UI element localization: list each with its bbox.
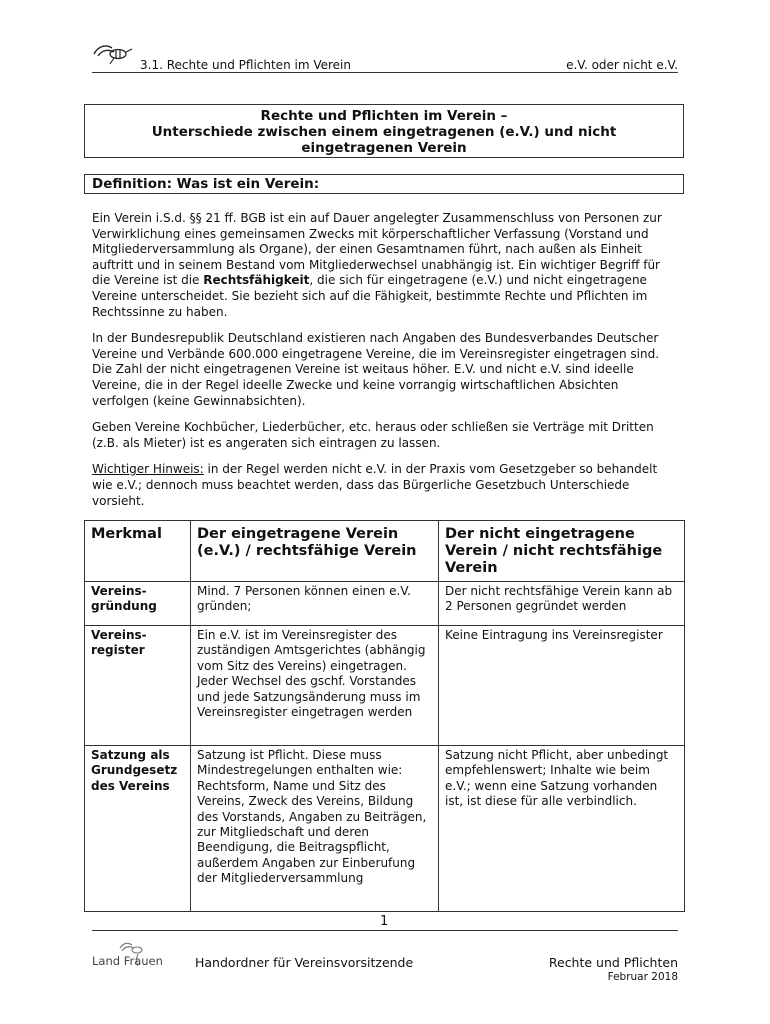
paragraph-note (92, 462, 678, 509)
paragraph-definition-end: , die sich für eingetragene (e.V.) und nicht eingetragene Vereine unterscheidet. Sie bezieht sich auf die Fähigkeit, bestimmte Rechte und Pflichten im Rechtssinne zu haben. (92, 273, 648, 319)
footer-rule (92, 930, 678, 931)
document-title-box (84, 104, 684, 158)
header-rule (92, 72, 678, 73)
body-text (92, 211, 678, 520)
row-unregistered-cell: Keine Eintragung ins Vereinsregister (439, 626, 685, 746)
header-topic: e.V. oder nicht e.V. (566, 58, 678, 72)
paragraph-registration-advice: Geben Vereine Kochbücher, Liederbücher, etc. heraus oder schließen sie Verträge mit Dritten (z.B. als Mieter) ist es angeraten sich eintragen zu lassen. (92, 420, 654, 450)
definition-heading: Definition: Was ist ein Verein: (84, 174, 684, 194)
paragraph-statistics: In der Bundesrepublik Deutschland existieren nach Angaben des Bundesverbandes Deutscher Vereine und Verbände 600.000 eingetragene Vereine, die im Vereinsregister eingetragen sind. Die Zahl der nicht eingetragenen Vereine ist weitaus höher. E.V. und nicht e.V. sind ideelle Vereine, die in der Regel ideelle Zwecke und keine vorrangig wirtschaftlichen Absichten verfolgen (keine Gewinnabsichten). (92, 331, 660, 408)
note-text: in der Regel werden nicht e.V. in der Praxis vom Gesetzgeber so behandelt wie e.V.; dennoch muss beachtet werden, dass das Bürgerliche Gesetzbuch Unterschiede vorsieht. (92, 462, 658, 508)
comparison-table (84, 520, 685, 912)
footer-handbook-title: Handordner für Vereinsvorsitzende (195, 955, 414, 970)
title-line-1: Rechte und Pflichten im Verein – (260, 108, 508, 124)
bee-logo-icon (90, 40, 136, 68)
title-line-2: Unterschiede zwischen einem eingetragenen (e.V.) und nicht (151, 124, 617, 140)
table-row (85, 582, 685, 626)
footer-date: Februar 2018 (607, 971, 678, 983)
term-rechtsfaehigkeit: Rechtsfähigkeit (203, 273, 310, 288)
header-section-title: 3.1. Rechte und Pflichten im Verein (140, 58, 351, 72)
row-unregistered-cell: Satzung nicht Pflicht, aber unbedingt empfehlenswert; Inhalte wie beim e.V.; wenn eine Satzung vorhanden ist, ist diese für alle verbindlich. (439, 746, 685, 912)
footer-topic: Rechte und Pflichten (548, 955, 678, 970)
table-header-row (85, 521, 685, 582)
row-feature: Satzung als Grundgesetz des Vereins (85, 746, 191, 912)
table-row (85, 626, 685, 746)
table-row (85, 746, 685, 912)
row-registered-cell: Satzung ist Pflicht. Diese muss Mindestregelungen enthalten wie: Rechtsform, Name und Sitz des Vereins, Zweck des Vereins, Bildung des Vorstands, Angaben zu Beiträgen, zur Mitgliedschaft und deren Beendigung, die Beitragspflicht, außerdem Angaben zur Einberufung der Mitgliederversammlung (191, 746, 439, 912)
column-header-feature: Merkmal (85, 521, 191, 582)
landfrauen-logo-icon (92, 940, 192, 970)
column-header-registered: Der eingetragene Verein (e.V.) / rechtsfähige Verein (191, 521, 439, 582)
row-unregistered-cell: Der nicht rechtsfähige Verein kann ab 2 Personen gegründet werden (439, 582, 685, 626)
logo-wordmark: Land Frauen (92, 954, 163, 968)
row-registered-cell: Ein e.V. ist im Vereinsregister des zuständigen Amtsgerichtes (abhängig vom Sitz des Vereins) eingetragen. Jeder Wechsel des gschf. Vorstandes und jede Satzungsänderung muss im Vereinsregister eingetragen werden (191, 626, 439, 746)
row-feature: Vereins-gründung (85, 582, 191, 626)
page-number: 1 (380, 914, 389, 929)
row-feature: Vereins-register (85, 626, 191, 746)
column-header-unregistered: Der nicht eingetragene Verein / nicht rechtsfähige Verein (439, 521, 685, 582)
row-registered-cell: Mind. 7 Personen können einen e.V. gründen; (191, 582, 439, 626)
paragraph-definition (92, 211, 678, 320)
title-line-3: eingetragenen Verein (301, 140, 467, 156)
note-label: Wichtiger Hinweis: (92, 462, 204, 477)
paragraph-definition-start: Ein Verein i.S.d. §§ 21 ff. BGB ist ein auf Dauer angelegter Zusammenschluss von Personen zur Verwirklichung eines gemeinsamen Zwecks mit körperschaftlicher Verfassung (Vorstand und Mitgliederversammlung als Organe), der einen Gesamtnamen führt, nach außen als Einheit auftritt und in seinem Bestand vom Mitgliederwechsel unabhängig ist. Ein wichtiger Begriff für die Vereine ist die (92, 211, 662, 288)
